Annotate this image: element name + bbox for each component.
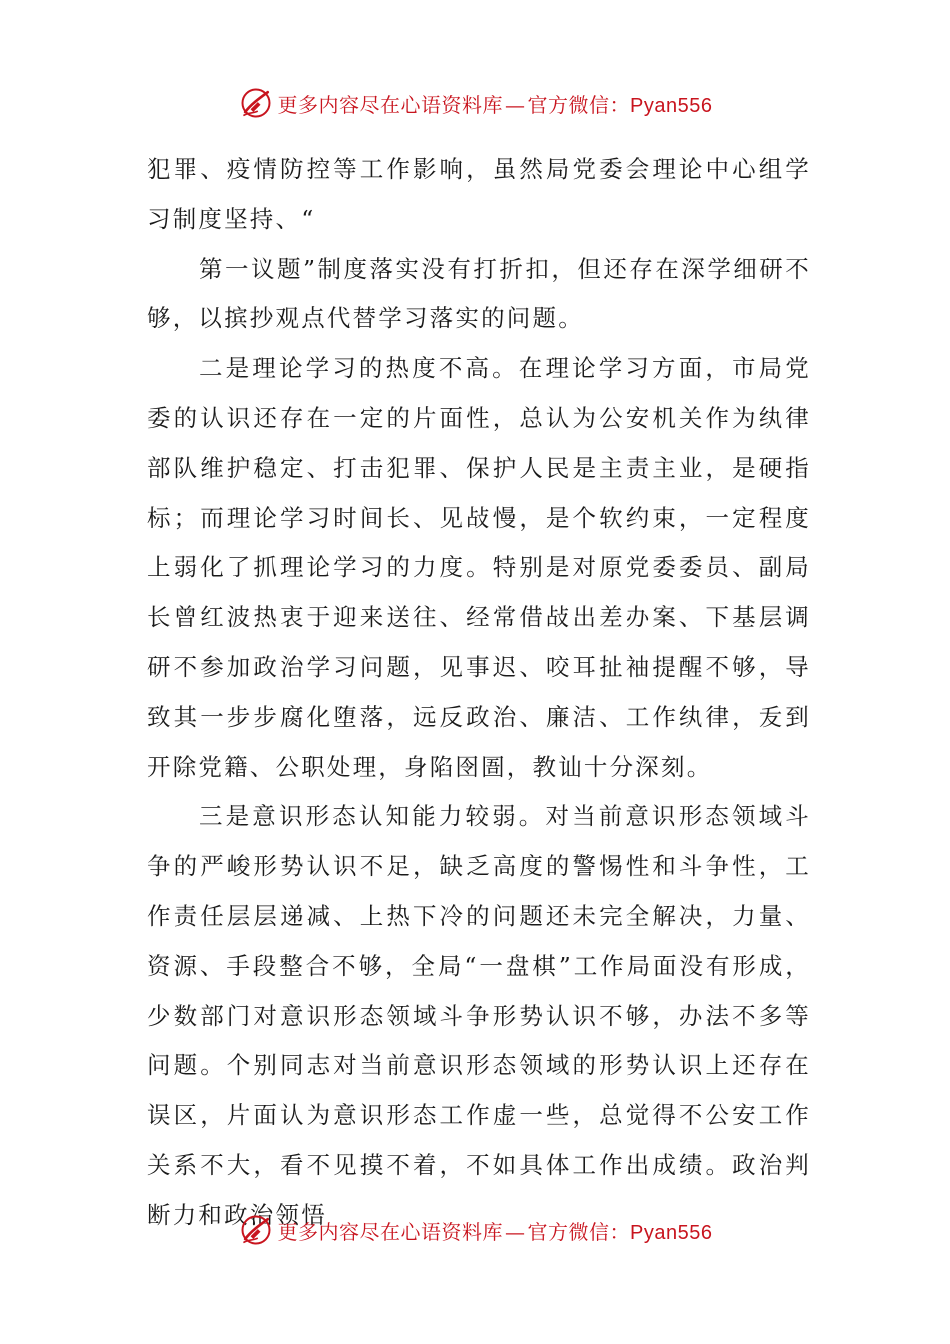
- paragraph-point-three: 三是意识形态认知能力较弱。对当前意识形态领域斗争的严峻形势认识不足，缺乏高度的警惕性和斗争性，工作责任层层递减、上热下冷的问题还未完全解决，力量、资源、手段整合不够，全局“一盘棋”工作局面没有形成，少数部门对意识形态领域斗争形势认识不够，办法不多等问题。个别同志对当前意识形态领域的形势认识上还存在误区，片面认为意识形态工作虚一些，总觉得不公安工作关系不大，看不见摸不着，不如具体工作出成绩。政治判断力和政治领悟: [147, 802, 811, 1229]
- footer-banner-title: 更多内容尽在心语资料库: [277, 1219, 504, 1244]
- header-banner-text: [278, 89, 713, 118]
- header-banner: [0, 83, 950, 123]
- footer-banner-contact-id: Pyan556: [630, 1221, 713, 1244]
- header-banner-contact-id: Pyan556: [630, 94, 713, 117]
- paragraph-point-two: 二是理论学习的热度不高。在理论学习方面，市局党委的认识还存在一定的片面性，总认为公安机关作为纨律部队维护稳定、打击犯罪、保护人民是主责主业，是硬指标；而理论学习时间长、见敁慢，是个软约束，一定程度上弱化了抓理论学习的力度。特别是对原党委委员、副局长曾红波热衷于迎来送往、经常借敁出差办案、下基层调研不参加政治学习问题，见事迟、咬耳扯袖提醒不够，导致其一步步腐化堕落，远反政治、廉洁、工作纨律，叐到开除党籍、公职处理，身陷囹圄，教讪十分深刻。: [147, 354, 811, 781]
- pen-swirl-logo-icon: [238, 1212, 274, 1248]
- footer-banner-contact-label: 官方微信：: [527, 1219, 631, 1244]
- footer-banner: [0, 1210, 950, 1250]
- footer-banner-text: [278, 1216, 713, 1245]
- document-body: [147, 145, 811, 1241]
- header-banner-title: 更多内容尽在心语资料库: [277, 92, 504, 117]
- header-banner-dash: —: [505, 92, 526, 117]
- paragraph-continuation-2: 第一议题”制度落实没有打折扣，但还存在深学细研不够，以摈抄观点代替学习落实的问题。: [147, 254, 811, 333]
- footer-banner-dash: —: [505, 1219, 526, 1244]
- header-banner-contact-label: 官方微信：: [527, 92, 631, 117]
- pen-swirl-logo-icon: [238, 85, 274, 121]
- paragraph-continuation-1: 犯罪、疫情防控等工作影响，虽然局党委会理论中心组学习制度坚持、“: [147, 155, 811, 233]
